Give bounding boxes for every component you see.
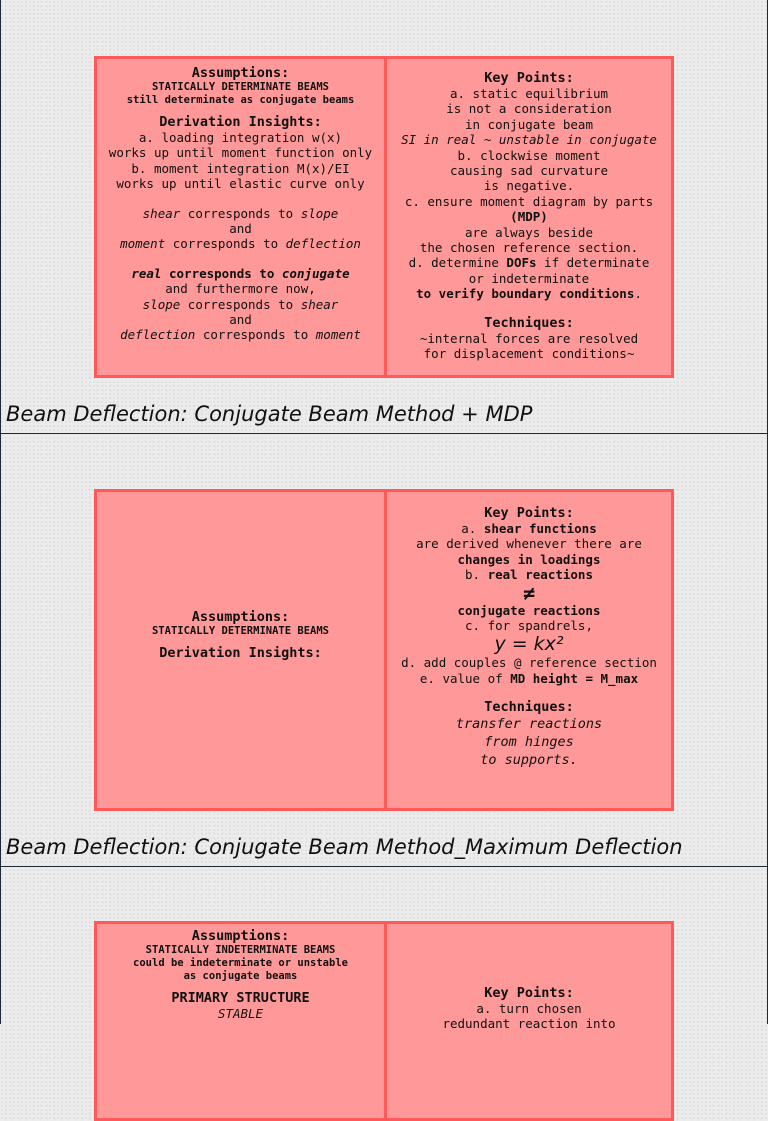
key-point-line: c. for spandrels,: [465, 618, 593, 634]
techniques-heading: Techniques:: [484, 699, 574, 716]
key-point-line: a. turn chosen: [476, 1001, 582, 1016]
assumptions-line: STATICALLY DETERMINATE BEAMS: [151, 625, 329, 637]
slide-3: [0, 867, 768, 1032]
and-line: and: [229, 312, 252, 328]
primary-structure-heading: PRIMARY STRUCTURE: [171, 990, 310, 1006]
derivation-line: works up until elastic curve only: [116, 176, 365, 192]
and-line: and: [229, 221, 252, 237]
spandrel-formula: y = kx²: [494, 633, 564, 656]
assumptions-line: as conjugate beams: [183, 970, 298, 982]
derivation-heading: Derivation Insights:: [159, 645, 322, 661]
key-point-line: b. clockwise moment: [457, 147, 601, 163]
correspondence-line: deflection corresponds to moment: [120, 327, 361, 343]
slide-2-right-panel: [387, 492, 671, 808]
assumptions-heading: Assumptions:: [191, 928, 290, 944]
key-point-line: to verify boundary conditions.: [416, 286, 642, 302]
derivation-line: b. moment integration M(x)/EI: [131, 160, 350, 176]
key-point-line: causing sad curvature: [449, 163, 609, 179]
key-point-line: changes in loadings: [457, 551, 601, 567]
key-point-line: SI in real ~ unstable in conjugate: [401, 132, 657, 148]
assumptions-line: still determinate as conjugate beams: [126, 94, 355, 106]
key-points-heading: Key Points:: [484, 985, 574, 1001]
assumptions-line: could be indeterminate or unstable: [133, 957, 348, 969]
slide-3-left-panel: [97, 924, 387, 1118]
key-point-line: redundant reaction into: [442, 1016, 616, 1032]
key-points-heading: Key Points:: [484, 505, 574, 521]
key-point-line: or indeterminate: [468, 270, 590, 286]
derivation-heading: Derivation Insights:: [159, 114, 322, 130]
key-point-line: are always beside: [465, 224, 593, 240]
key-point-line: are derived whenever there are: [416, 536, 642, 552]
slide-1-right-panel: [387, 59, 671, 375]
key-point-line: (MDP): [510, 209, 548, 225]
furthermore-line: and furthermore now,: [165, 281, 316, 297]
technique-line: for displacement conditions~: [423, 346, 635, 362]
not-equal-symbol: ≠: [522, 580, 536, 605]
assumptions-line: STATICALLY INDETERMINATE BEAMS: [145, 944, 336, 956]
slide-2-card: [94, 489, 674, 811]
key-points-heading: Key Points:: [484, 70, 574, 86]
assumptions-line: STATICALLY DETERMINATE BEAMS: [151, 81, 329, 93]
slide-1-card: [94, 56, 674, 378]
key-point-line: b. real reactions: [465, 567, 593, 583]
key-point-line: the chosen reference section.: [419, 240, 639, 256]
key-point-line: d. determine DOFs if determinate: [408, 255, 650, 271]
key-point-line: c. ensure moment diagram by parts: [404, 193, 654, 209]
assumptions-heading: Assumptions:: [191, 65, 290, 81]
correspondence-line: real corresponds to conjugate: [131, 265, 350, 281]
key-point-line: conjugate reactions: [457, 602, 601, 618]
key-point-line: a. shear functions: [461, 521, 597, 536]
correspondence-line: moment corresponds to deflection: [120, 236, 361, 252]
technique-line: ~internal forces are resolved: [419, 330, 639, 346]
correspondence-line: shear corresponds to slope: [142, 205, 339, 221]
primary-structure-sub: STABLE: [217, 1006, 264, 1021]
techniques-heading: Techniques:: [484, 314, 574, 331]
key-point-line: is not a consideration: [446, 101, 612, 117]
key-point-line: d. add couples @ reference section: [401, 655, 657, 671]
derivation-line: works up until moment function only: [108, 145, 373, 161]
key-point-line: in conjugate beam: [465, 116, 593, 132]
assumptions-heading: Assumptions:: [191, 609, 290, 625]
slide-2: [0, 434, 768, 866]
slide-2-title: Beam Deflection: Conjugate Beam Method_Maximum Deflection: [6, 835, 683, 859]
slide-1-title: Beam Deflection: Conjugate Beam Method + MDP: [6, 402, 533, 426]
slide-1: [0, 0, 768, 433]
derivation-line: a. loading integration w(x): [138, 130, 343, 145]
key-point-line: e. value of MD height = M_max: [419, 670, 639, 686]
technique-line: transfer reactions: [455, 716, 603, 733]
technique-line: from hinges: [484, 734, 574, 751]
slide-3-card: [94, 921, 674, 1121]
slide-3-right-panel: [387, 924, 671, 1118]
key-point-line: a. static equilibrium: [449, 86, 609, 101]
slide-2-left-panel: [97, 492, 387, 808]
key-point-line: is negative.: [483, 178, 575, 194]
slide-1-left-panel: [97, 59, 387, 375]
correspondence-line: slope corresponds to shear: [142, 296, 339, 312]
technique-line: to supports.: [480, 752, 578, 769]
